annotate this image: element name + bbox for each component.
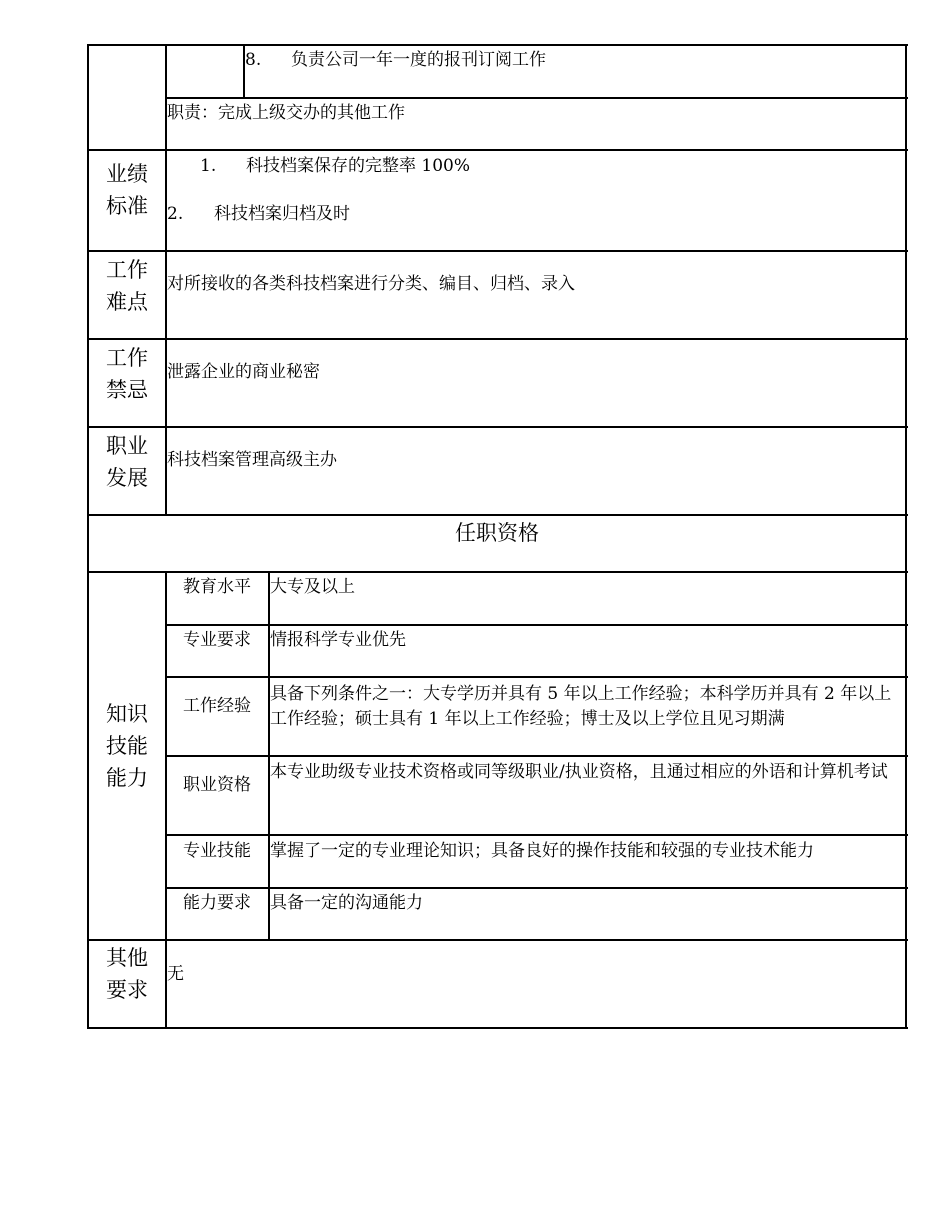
row-divider — [88, 571, 908, 573]
section-text: 对所接收的各类科技档案进行分类、编目、归档、录入 — [167, 274, 575, 294]
section-header: 职业 发展 — [106, 434, 148, 490]
row-label: 专业要求 — [183, 630, 251, 650]
list-item: 科技档案保存的完整率 100% — [246, 156, 471, 176]
row-label: 能力要求 — [183, 893, 251, 913]
row-value: 掌握了一定的专业理论知识；具备良好的操作技能和较强的专业技术能力 — [270, 841, 814, 861]
row-value: 具备下列条件之一：大专学历并具有 5 年以上工作经验；本科学历并具有 2 年以上工作经验；硕士具有 1 年以上工作经验；博士及以上学位且见习期满 — [270, 684, 892, 729]
row-value: 具备一定的沟通能力 — [270, 893, 423, 913]
section-header: 业绩 标准 — [106, 162, 148, 218]
duty-other: 职责：完成上级交办的其他工作 — [167, 103, 405, 123]
section-text: 泄露企业的商业秘密 — [167, 362, 320, 382]
row-divider — [166, 755, 908, 757]
section-title: 任职资格 — [455, 521, 539, 545]
section-header: 工作 禁忌 — [106, 346, 148, 402]
row-divider — [166, 624, 908, 626]
row-divider — [88, 250, 908, 252]
row-divider — [88, 149, 908, 151]
duty-text: 负责公司一年一度的报刊订阅工作 — [291, 50, 546, 70]
row-label: 专业技能 — [183, 841, 251, 861]
row-divider — [166, 676, 908, 678]
list-item: 科技档案归档及时 — [214, 204, 350, 224]
row-divider — [88, 338, 908, 340]
duty-number: 8. — [245, 50, 262, 70]
row-divider — [88, 426, 908, 428]
row-value: 本专业助级专业技术资格或同等级职业/执业资格，且通过相应的外语和计算机考试 — [270, 762, 888, 782]
section-text: 科技档案管理高级主办 — [167, 450, 337, 470]
row-value: 情报科学专业优先 — [270, 630, 406, 650]
row-divider — [88, 514, 908, 516]
list-item-number: 1. — [200, 156, 217, 176]
row-divider — [166, 97, 908, 99]
row-label: 教育水平 — [183, 577, 251, 597]
section-header: 知识 技能 能力 — [106, 702, 148, 790]
row-divider — [166, 887, 908, 889]
row-divider — [166, 834, 908, 836]
table-border-top — [88, 44, 908, 46]
list-item-number: 2. — [167, 204, 184, 224]
section-header: 工作 难点 — [106, 258, 148, 314]
row-divider — [88, 939, 908, 941]
section-header: 其他 要求 — [106, 946, 148, 1002]
column-divider — [268, 571, 270, 941]
table-border-bottom — [88, 1027, 908, 1029]
row-value: 大专及以上 — [270, 577, 355, 597]
section-text: 无 — [167, 964, 184, 984]
row-label: 职业资格 — [183, 775, 251, 795]
row-label: 工作经验 — [183, 696, 251, 716]
